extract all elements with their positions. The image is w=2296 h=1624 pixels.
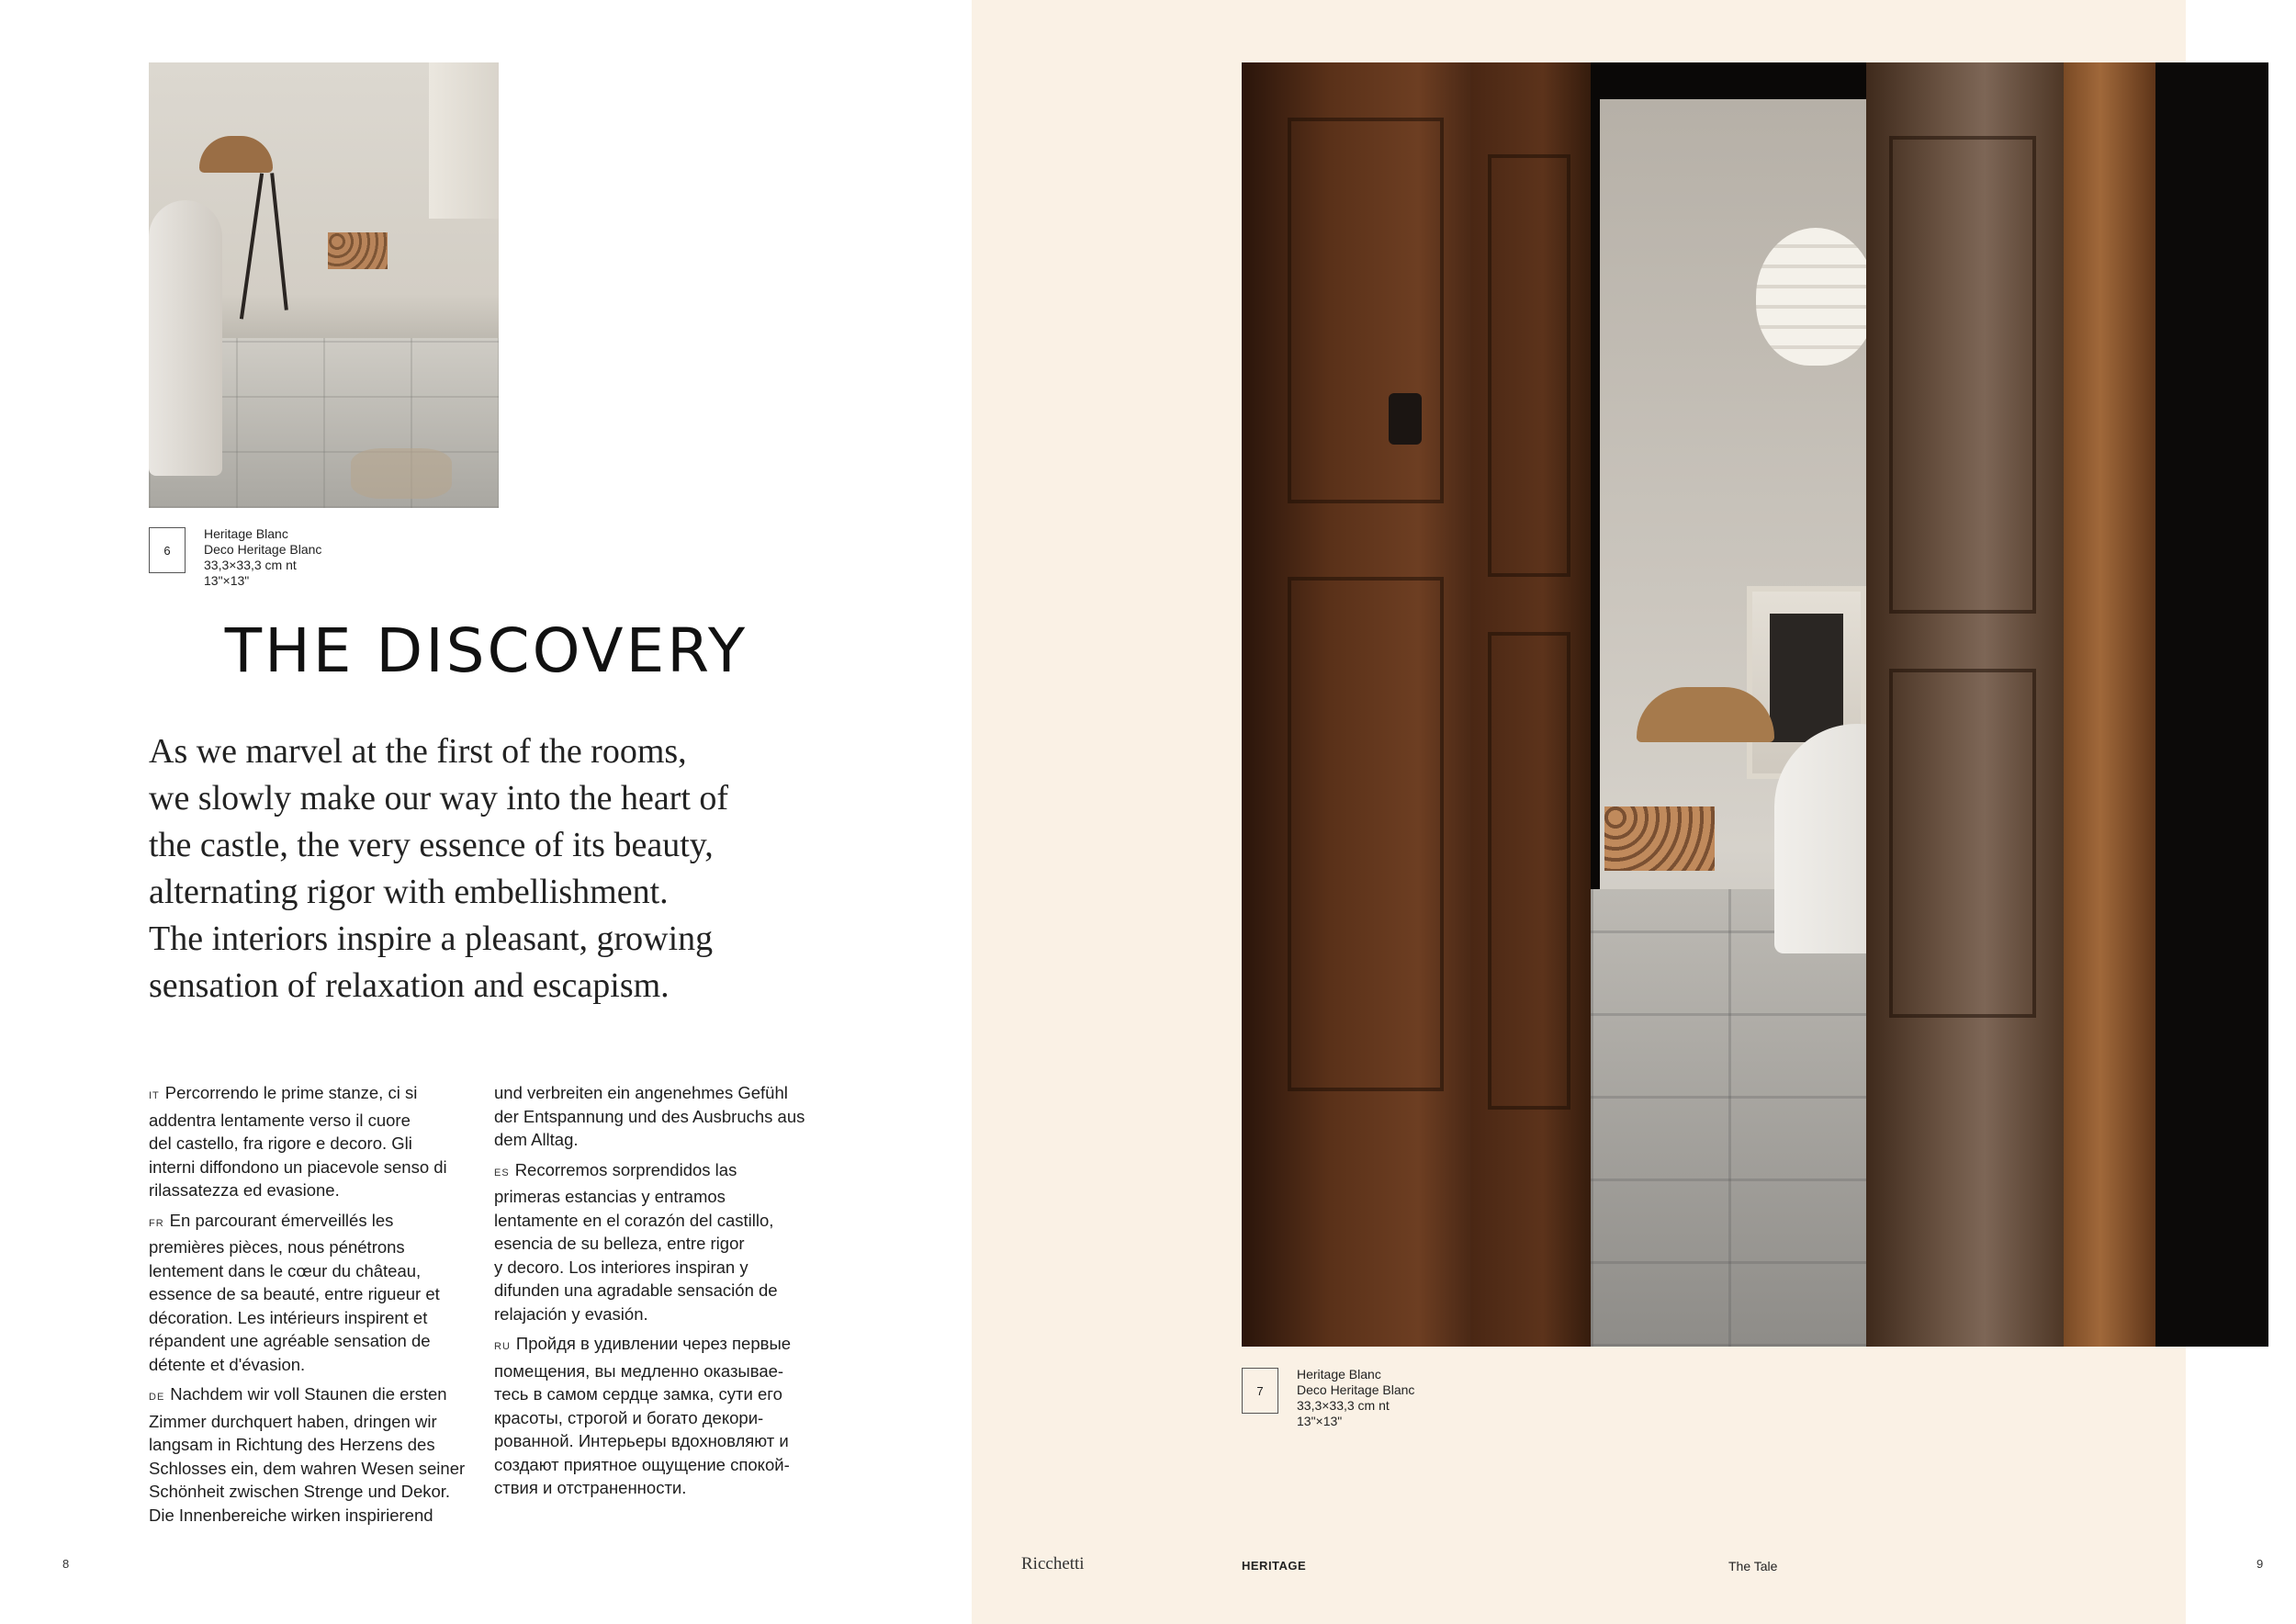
text-line: красоты, строгой и богато декори- xyxy=(494,1407,764,1427)
photo-chair xyxy=(199,136,273,173)
photo-right-door xyxy=(1866,62,2064,1347)
lead-line: The interiors inspire a pleasant, growing xyxy=(149,919,714,958)
text-line: помещения, вы медленно оказывае- xyxy=(494,1360,784,1381)
photo-caption xyxy=(204,526,321,589)
page-title: THE DISCOVERY xyxy=(224,615,748,686)
page-number-left: 8 xyxy=(62,1557,70,1571)
text-line: Schlosses ein, dem wahren Wesen seiner xyxy=(149,1458,466,1478)
text-line: relajación y evasión. xyxy=(494,1303,648,1324)
text-line: Zimmer durchquert haben, dringen wir xyxy=(149,1411,437,1431)
photo-deco-tile xyxy=(351,448,452,499)
photo-number-badge: 7 xyxy=(1242,1368,1278,1414)
text-line: Пройдя в удивлении через первые xyxy=(515,1334,792,1353)
caption-line: Heritage Blanc xyxy=(1297,1367,1381,1382)
photo-door-lock xyxy=(1389,393,1422,445)
text-line: rilassatezza ed evasione. xyxy=(149,1180,340,1200)
text-line: décoration. Les intérieurs inspirent et xyxy=(149,1307,428,1327)
text-line: premières pièces, nous pénétrons xyxy=(149,1237,405,1257)
photo-left-door-leaf xyxy=(1471,62,1591,1347)
photo-chair-leg xyxy=(270,173,288,310)
photo-caption xyxy=(1297,1367,1414,1429)
text-line: Schönheit zwischen Strenge und Dekor. xyxy=(149,1482,451,1501)
text-line: und verbreiten ein angenehmes Gefühl xyxy=(494,1083,788,1102)
text-line: создают приятное ощущение спокой- xyxy=(494,1454,790,1474)
caption-line: 33,3×33,3 cm nt xyxy=(1297,1398,1390,1413)
door-panel xyxy=(1889,136,2036,614)
text-line: difunden una agradable sensación de xyxy=(494,1280,778,1300)
language-code: RU xyxy=(494,1341,511,1352)
text-line: En parcourant émerveillés les xyxy=(169,1210,394,1230)
text-line: lentement dans le cœur du château, xyxy=(149,1260,422,1280)
lead-line: As we marvel at the first of the rooms, xyxy=(149,732,687,771)
photo-pendant-lamp xyxy=(1756,228,1875,366)
photo-number-badge: 6 xyxy=(149,527,186,573)
text-line: langsam in Richtung des Herzens des xyxy=(149,1435,435,1454)
caption-line: Deco Heritage Blanc xyxy=(204,542,322,557)
photo-dark-edge xyxy=(2155,62,2268,1347)
door-panel xyxy=(1488,154,1570,577)
translation-column-1 xyxy=(149,1075,479,1533)
heritage-blanc-doorway-photo xyxy=(1242,62,2268,1347)
lead-paragraph xyxy=(149,728,824,1009)
caption-line: Deco Heritage Blanc xyxy=(1297,1382,1415,1397)
photo-firewood xyxy=(328,232,388,269)
text-line: dem Alltag. xyxy=(494,1130,579,1149)
text-line: détente et d'évasion. xyxy=(149,1354,306,1374)
text-line: y decoro. Los interiores inspiran y xyxy=(494,1257,748,1277)
photo-door-frame xyxy=(2064,62,2155,1347)
section-name: The Tale xyxy=(1728,1559,1778,1573)
language-code: DE xyxy=(149,1392,165,1403)
door-panel xyxy=(1488,632,1570,1110)
language-code: IT xyxy=(149,1090,160,1101)
lead-line: the castle, the very essence of its beauty, xyxy=(149,826,714,864)
text-line: тесь в самом сердце замка, сути его xyxy=(494,1384,782,1404)
photo-left-door xyxy=(1242,62,1494,1347)
language-code: ES xyxy=(494,1167,510,1179)
text-line: essence de sa beauté, entre rigueur et xyxy=(149,1284,440,1303)
caption-line: Heritage Blanc xyxy=(204,526,288,541)
caption-line: 13"×13" xyxy=(1297,1414,1343,1428)
lead-line: alternating rigor with embellishment. xyxy=(149,873,669,911)
photo-table xyxy=(149,200,222,476)
text-line: interni diffondono un piacevole senso di xyxy=(149,1156,447,1177)
photo-fireplace-opening xyxy=(1770,614,1843,742)
collection-name: HERITAGE xyxy=(1242,1559,1307,1573)
text-line: primeras estancias y entramos xyxy=(494,1187,726,1206)
photo-fireplace-mantel xyxy=(429,62,499,219)
caption-line: 33,3×33,3 cm nt xyxy=(204,558,297,572)
text-line: répandent une agréable sensation de xyxy=(149,1331,431,1350)
text-line: lentamente en el corazón del castillo, xyxy=(494,1210,774,1230)
text-line: Nachdem wir voll Staunen die ersten xyxy=(170,1384,447,1404)
text-line: рованной. Интерьеры вдохновляют и xyxy=(494,1431,789,1450)
text-line: Percorrendo le prime stanze, ci si xyxy=(164,1083,418,1102)
lead-line: we slowly make our way into the heart of xyxy=(149,779,729,818)
translation-column-2 xyxy=(494,1075,825,1506)
door-panel xyxy=(1288,118,1444,503)
lead-line: sensation of relaxation and escapism. xyxy=(149,966,670,1005)
door-panel xyxy=(1288,577,1444,1091)
text-line: Recorremos sorprendidos las xyxy=(514,1159,737,1179)
language-code: FR xyxy=(149,1217,164,1229)
photo-chair-leg xyxy=(240,174,264,320)
text-line: addentra lentamente verso il cuore xyxy=(149,1110,411,1130)
page-number-right: 9 xyxy=(2257,1557,2264,1571)
text-line: der Entspannung und des Ausbruchs aus xyxy=(494,1106,805,1126)
brand-logo: Ricchetti xyxy=(1021,1554,1085,1573)
door-panel xyxy=(1889,669,2036,1018)
text-line: ствия и отстраненности. xyxy=(494,1478,687,1497)
text-line: Die Innenbereiche wirken inspirierend xyxy=(149,1505,433,1525)
text-line: del castello, fra rigore e decoro. Gli xyxy=(149,1133,412,1153)
text-line: esencia de su belleza, entre rigor xyxy=(494,1234,745,1253)
caption-line: 13"×13" xyxy=(204,573,250,588)
heritage-blanc-room-photo xyxy=(149,62,499,508)
photo-firewood xyxy=(1604,806,1715,871)
